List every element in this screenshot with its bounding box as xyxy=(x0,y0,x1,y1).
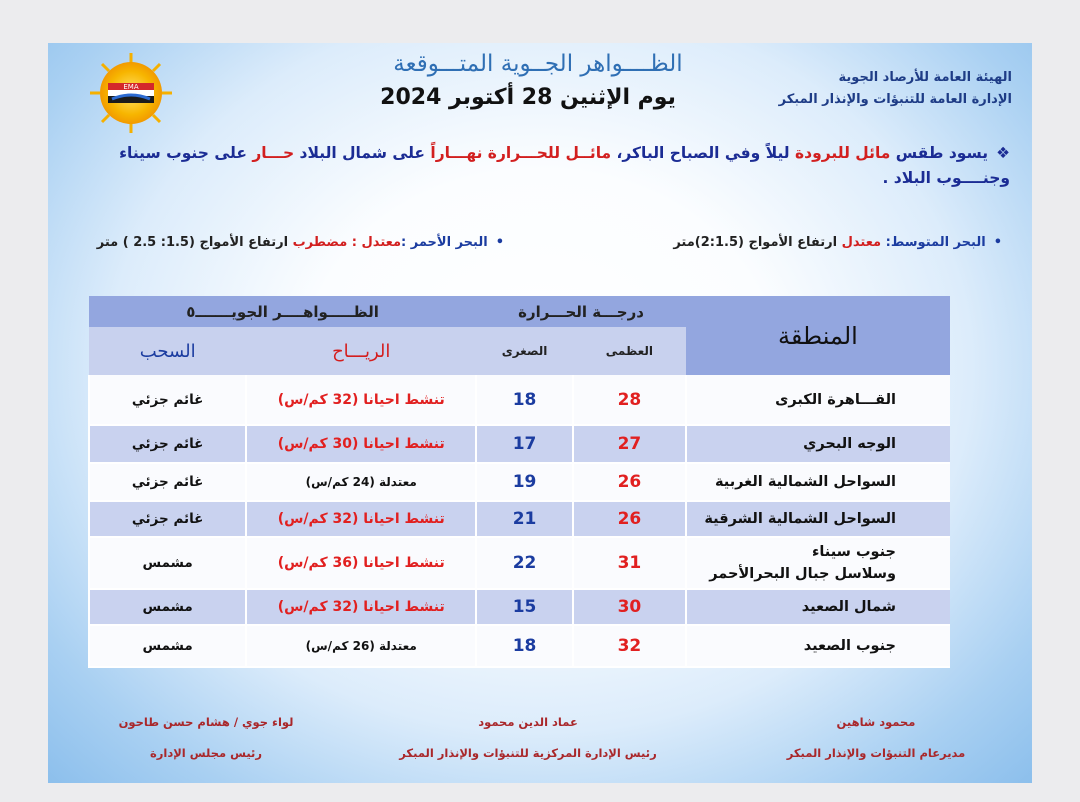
region-cell: السواحل الشمالية الغربية xyxy=(686,463,950,501)
bulletin-date: يوم الإثنين 28 أكتوبر 2024 xyxy=(380,85,676,110)
region-header: المنطقة xyxy=(686,296,950,375)
cloud-cell: غائم جزئي xyxy=(89,375,246,425)
region-cell xyxy=(686,537,950,589)
org-line-1: الهيئة العامة للأرصاد الجوية xyxy=(838,70,1012,85)
cloud-cell: مشمس xyxy=(89,589,246,625)
table-row xyxy=(89,463,950,501)
wind-cell: تنشط احيانا (36 كم/س) xyxy=(246,537,476,589)
cloud-header: السحب xyxy=(89,327,246,375)
max-temp-cell: 30 xyxy=(573,589,686,625)
wind-cell: معتدلة (26 كم/س) xyxy=(246,625,476,667)
signatory-name: محمود شاهين xyxy=(836,715,916,729)
bullet-dot-icon: • xyxy=(993,235,1002,250)
table-row xyxy=(89,589,950,625)
region-line: وسلاسل جبال البحرالأحمر xyxy=(709,566,896,582)
ema-logo-icon xyxy=(90,53,172,133)
table-row xyxy=(89,375,950,425)
summary-part: يسود طقس xyxy=(890,144,989,162)
red-sea-state: •البحر الأحمر :معتدل : مضطرب ارتفاع الأمواج (1.5: 2.5 ) متر xyxy=(96,235,504,250)
max-temp-cell: 31 xyxy=(573,537,686,589)
summary-highlight: حـــار xyxy=(252,144,295,162)
cloud-cell: مشمس xyxy=(89,537,246,589)
region-cell: جنوب الصعيد xyxy=(686,625,950,667)
region-cell: السواحل الشمالية الشرقية xyxy=(686,501,950,537)
bullet-dot-icon: • xyxy=(495,235,504,250)
signature-chairman xyxy=(56,707,356,769)
wind-cell: تنشط احيانا (32 كم/س) xyxy=(246,375,476,425)
wind-header: الريـــاح xyxy=(246,327,476,375)
signature-central-director xyxy=(378,707,678,769)
min-temp-cell: 17 xyxy=(476,425,573,463)
svg-text:EMA: EMA xyxy=(123,83,139,91)
signatory-name: لواء جوي / هشام حسن طاحون xyxy=(118,715,294,729)
summary-highlight: مائل للبرودة xyxy=(795,144,891,162)
min-temp-cell: 15 xyxy=(476,589,573,625)
table-row xyxy=(89,537,950,589)
summary-part: على جنوب سيناء وجنــــوب البلاد . xyxy=(119,144,1010,187)
region-cell: شمال الصعيد xyxy=(686,589,950,625)
cloud-cell: غائم جزئي xyxy=(89,425,246,463)
bulletin-sheet xyxy=(48,43,1032,783)
summary-highlight: مائــل للحـــرارة نهـــاراً xyxy=(430,144,612,162)
cloud-cell: مشمس xyxy=(89,625,246,667)
region-cell: الوجه البحري xyxy=(686,425,950,463)
phenomena-header: الظـــــواهــــر الجويـــــــ٥ xyxy=(89,296,476,327)
table-row xyxy=(89,625,950,667)
cloud-cell: غائم جزئي xyxy=(89,501,246,537)
weather-summary xyxy=(82,141,1010,191)
signatory-position: مديرعام التنبؤات والإنذار المبكر xyxy=(786,746,966,760)
max-temp-cell: 28 xyxy=(573,375,686,425)
diamond-bullet-icon: ❖ xyxy=(996,144,1010,162)
wind-cell: تنشط احيانا (32 كم/س) xyxy=(246,501,476,537)
max-temp-cell: 27 xyxy=(573,425,686,463)
max-temp-cell: 26 xyxy=(573,463,686,501)
page-title: الظــــواهر الجــوية المتـــوقعة xyxy=(393,51,683,77)
min-temp-cell: 18 xyxy=(476,625,573,667)
signatory-position: رئيس الإدارة المركزية للتنبؤات والإنذار المبكر xyxy=(399,746,657,760)
table-row xyxy=(89,425,950,463)
min-temp-cell: 18 xyxy=(476,375,573,425)
cloud-cell: غائم جزئي xyxy=(89,463,246,501)
min-temp-cell: 21 xyxy=(476,501,573,537)
min-temp-header: الصغرى xyxy=(476,327,573,375)
wind-cell: تنشط احيانا (30 كم/س) xyxy=(246,425,476,463)
signatory-position: رئيس مجلس الإدارة xyxy=(149,746,262,760)
max-temp-cell: 26 xyxy=(573,501,686,537)
org-line-2: الإدارة العامة للتنبؤات والإنذار المبكر xyxy=(778,92,1012,107)
summary-part: ليلاً وفي الصباح الباكر، xyxy=(611,144,796,162)
forecast-table xyxy=(88,296,950,668)
signatory-name: عماد الدين محمود xyxy=(478,715,578,729)
signature-forecast-director xyxy=(726,707,1026,769)
mediterranean-sea-state: •البحر المتوسط: معتدل ارتفاع الأمواج (2:1.5)متر xyxy=(673,235,1002,250)
table-row xyxy=(89,501,950,537)
wind-cell: معتدلة (24 كم/س) xyxy=(246,463,476,501)
region-cell: القـــاهرة الكبرى xyxy=(686,375,950,425)
organization-name xyxy=(712,67,1012,111)
min-temp-cell: 22 xyxy=(476,537,573,589)
max-temp-cell: 32 xyxy=(573,625,686,667)
max-temp-header: العظمى xyxy=(573,327,686,375)
region-line: جنوب سيناء xyxy=(811,544,896,560)
min-temp-cell: 19 xyxy=(476,463,573,501)
summary-part: على شمال البلاد xyxy=(294,144,431,162)
wind-cell: تنشط احيانا (32 كم/س) xyxy=(246,589,476,625)
temperature-header: درجـــة الحـــرارة xyxy=(476,296,686,327)
